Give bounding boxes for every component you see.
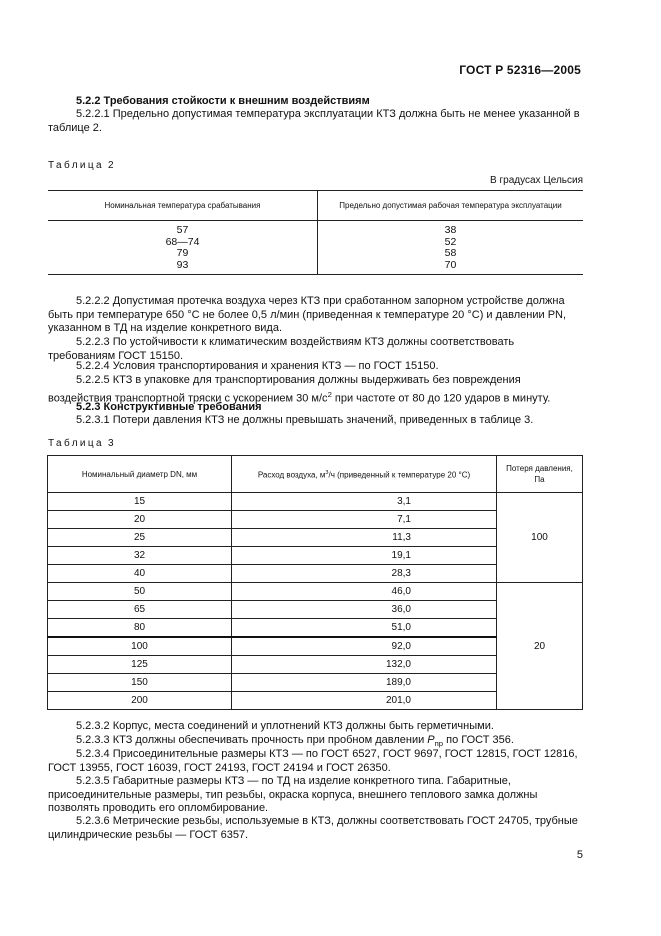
table-3-loss-cell: 100: [497, 493, 583, 583]
table-3-header-diameter: Номинальный диаметр DN, мм: [48, 456, 232, 493]
table-3-airflow-cell: 19,1: [232, 547, 497, 565]
table-3-airflow-cell: 28,3: [232, 565, 497, 583]
table-3-header-airflow: [232, 456, 497, 493]
table-2-header-max-temp: Предельно допустимая рабочая температура эксплуатации: [318, 191, 584, 221]
table-3-diameter-cell: 32: [48, 547, 232, 565]
table-2-cell: 57: [176, 224, 189, 236]
table-2-header-nominal-temp: Номинальная температура срабатывания: [48, 191, 318, 221]
table-3-diameter-cell: 150: [48, 674, 232, 692]
table-2-header-row: [48, 191, 583, 221]
table-3-airflow-cell: 7,1: [232, 511, 497, 529]
paragraph-5-2-2-5-part-b: при частоте от 80 до 120 ударов в минуту.: [331, 392, 551, 405]
table-2-cell: 58: [444, 247, 457, 259]
paragraph-5-2-2-1: 5.2.2.1 Предельно допустимая температура эксплуатации КТЗ должна быть не менее указанной в таблице 2.: [48, 108, 580, 134]
paragraph-5-2-3-4: 5.2.3.4 Присоединительные размеры КТЗ — по ГОСТ 6527, ГОСТ 9697, ГОСТ 12815, ГОСТ 12816, ГОСТ 13955, ГОСТ 16039, ГОСТ 24193, ГОСТ 24194 и ГОСТ 26350.: [48, 748, 578, 774]
table-2-cell: 68—74: [165, 235, 200, 248]
table-3-airflow-cell: 3,1: [232, 493, 497, 511]
table-3-diameter-cell: 125: [48, 656, 232, 674]
table-3-header-airflow-b: /ч (приведенный к температуре 20 °С): [328, 470, 471, 480]
paragraph-5-2-2-2: 5.2.2.2 Допустимая протечка воздуха через КТЗ при сработанном запорном устройстве должна быть при температуре 650 °С не более 0,5 л/мин (приведенная к температуре 20 °С) и давлении PN, указанном в ТД на изделие конкретного вида.: [48, 295, 567, 335]
table-2-cell: 79: [176, 247, 189, 259]
table-2-body-row: [48, 221, 583, 275]
table-3-diameter-cell: 20: [48, 511, 232, 529]
pressure-subscript: пр: [434, 739, 444, 749]
table-3-diameter-cell: 25: [48, 529, 232, 547]
table-2: [48, 190, 583, 275]
table-3-header-row: [48, 456, 583, 493]
table-3-airflow-cell: 51,0: [232, 619, 497, 638]
table-2-cell: 70: [444, 258, 457, 271]
table-3-header-pressure-loss: Потеря давления, Па: [497, 456, 583, 493]
paragraph-5-2-3-1: 5.2.3.1 Потери давления КТЗ не должны превышать значений, приведенных в таблице 3.: [76, 414, 534, 426]
table-2-nominal-temps: [48, 221, 318, 275]
paragraph-5-2-2-3: 5.2.2.3 По устойчивости к климатическим воздействиям КТЗ должны соответствовать требованиям ГОСТ 15150.: [48, 336, 515, 362]
table-3-airflow-cell: 201,0: [232, 692, 497, 710]
table-2-caption-word: Таблица: [48, 160, 105, 171]
table-3-airflow-cell: 189,0: [232, 674, 497, 692]
table-row: [48, 583, 583, 601]
table-3-diameter-cell: 200: [48, 692, 232, 710]
standard-number: ГОСТ Р 52316—2005: [459, 63, 581, 77]
paragraph-5-2-3-5: 5.2.3.5 Габаритные размеры КТЗ — по ТД на изделие конкретного типа. Габаритные, присоединительные размеры, тип резьбы, окраска корпуса, внешнего теплового замка должны позволять проводить его опломбирование.: [48, 775, 538, 815]
paragraph-5-2-2-4: 5.2.2.4 Условия транспортирования и хранения КТЗ — по ГОСТ 15150.: [76, 360, 439, 372]
table-2-max-temps: [318, 221, 584, 275]
table-3-caption-word: Таблица: [48, 438, 105, 449]
paragraph-5-2-2-5-part-a: 5.2.2.5 КТЗ в упаковке для транспортирования должны выдерживать без повреждения воздействия транспортной тряски с ускорением 30 м/с: [48, 374, 521, 405]
table-2-cell: 93: [176, 258, 189, 271]
table-3-diameter-cell: 40: [48, 565, 232, 583]
table-3-airflow-cell: 132,0: [232, 656, 497, 674]
paragraph-5-2-3-3-part-a: 5.2.3.3 КТЗ должны обеспечивать прочность при пробном давлении: [76, 734, 428, 746]
table-3-diameter-cell: 65: [48, 601, 232, 619]
table-3-loss-cell: 20: [497, 583, 583, 710]
table-3: [47, 455, 583, 710]
page-number: 5: [576, 849, 583, 861]
table-2-caption: [48, 160, 583, 171]
table-3-diameter-cell: 50: [48, 583, 232, 601]
table-3-airflow-cell: 92,0: [232, 637, 497, 656]
table-row: [48, 493, 583, 511]
table-3-diameter-cell: 15: [48, 493, 232, 511]
paragraph-5-2-3-3-part-b: по ГОСТ 356.: [443, 734, 514, 746]
table-3-header-airflow-sup: 3: [325, 469, 329, 476]
table-3-caption-number: 3: [108, 438, 114, 449]
paragraph-5-2-2-5-sup: 2: [327, 389, 332, 399]
section-5-2-3-heading: 5.2.3 Конструктивные требования: [76, 401, 262, 413]
section-5-2-2-heading: 5.2.2 Требования стойкости к внешним воздействиям: [76, 95, 370, 107]
table-3-airflow-cell: 11,3: [232, 529, 497, 547]
table-3-caption: [48, 438, 583, 449]
table-3-airflow-cell: 36,0: [232, 601, 497, 619]
table-3-diameter-cell: 100: [48, 637, 232, 656]
table-2-unit-note: В градусах Цельсия: [490, 175, 583, 186]
table-2-caption-number: 2: [108, 160, 114, 171]
paragraph-5-2-3-6: 5.2.3.6 Метрические резьбы, используемые в КТЗ, должны соответствовать ГОСТ 24705, трубные цилиндрические резьбы — ГОСТ 6357.: [48, 815, 578, 841]
table-3-header-airflow-a: Расход воздуха, м: [257, 470, 326, 480]
table-2-cell: 52: [444, 235, 457, 248]
table-3-diameter-cell: 80: [48, 619, 232, 638]
paragraph-5-2-3-2: 5.2.3.2 Корпус, места соединений и уплотнений КТЗ должны быть герметичными.: [76, 720, 494, 732]
table-2-cell: 38: [444, 224, 457, 236]
table-3-airflow-cell: 46,0: [232, 583, 497, 601]
pressure-symbol: P: [427, 734, 435, 746]
